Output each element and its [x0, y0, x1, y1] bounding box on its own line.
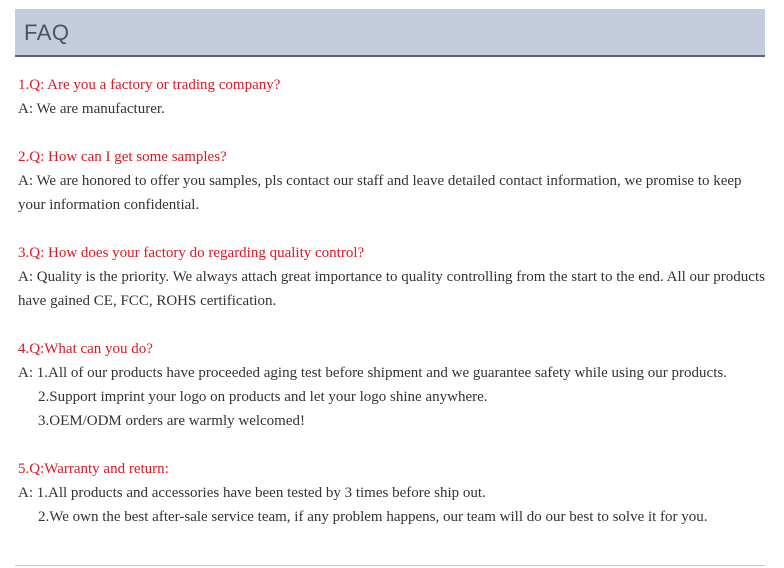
- faq-item-1: [18, 73, 768, 121]
- faq-question: 2.Q: How can I get some samples?: [18, 149, 227, 165]
- faq-question: 1.Q: Are you a factory or trading company?: [18, 77, 281, 93]
- faq-header: [15, 9, 765, 57]
- faq-list: [18, 73, 768, 529]
- faq-item-3: [18, 241, 768, 313]
- faq-question: 3.Q: How does your factory do regarding quality control?: [18, 245, 365, 261]
- faq-question: 5.Q:Warranty and return:: [18, 461, 169, 477]
- faq-answer: A: We are honored to offer you samples, pls contact our staff and leave detailed contact information, we promise to keep your information confidential.: [18, 173, 742, 213]
- faq-item-2: [18, 145, 768, 217]
- faq-answer: A: 1.All of our products have proceeded aging test before shipment and we guarantee safety while using our products.: [18, 365, 727, 381]
- faq-answer-line: 3.OEM/ODM orders are warmly welcomed!: [38, 413, 306, 429]
- faq-answer: A: Quality is the priority. We always attach great importance to quality controlling from the start to the end. All our products have gained CE, FCC, ROHS certification.: [18, 269, 765, 309]
- faq-answer: A: 1.All products and accessories have been tested by 3 times before ship out.: [18, 485, 486, 501]
- faq-answer-line: 2.Support imprint your logo on products and let your logo shine anywhere.: [38, 389, 488, 405]
- faq-answer-line: 2.We own the best after-sale service team, if any problem happens, our team will do our best to solve it for you.: [38, 509, 708, 525]
- faq-question: 4.Q:What can you do?: [18, 341, 153, 357]
- faq-item-5: [18, 457, 768, 529]
- faq-title: FAQ: [24, 20, 70, 45]
- bottom-divider: [15, 565, 765, 566]
- faq-item-4: [18, 337, 768, 433]
- faq-answer: A: We are manufacturer.: [18, 101, 165, 117]
